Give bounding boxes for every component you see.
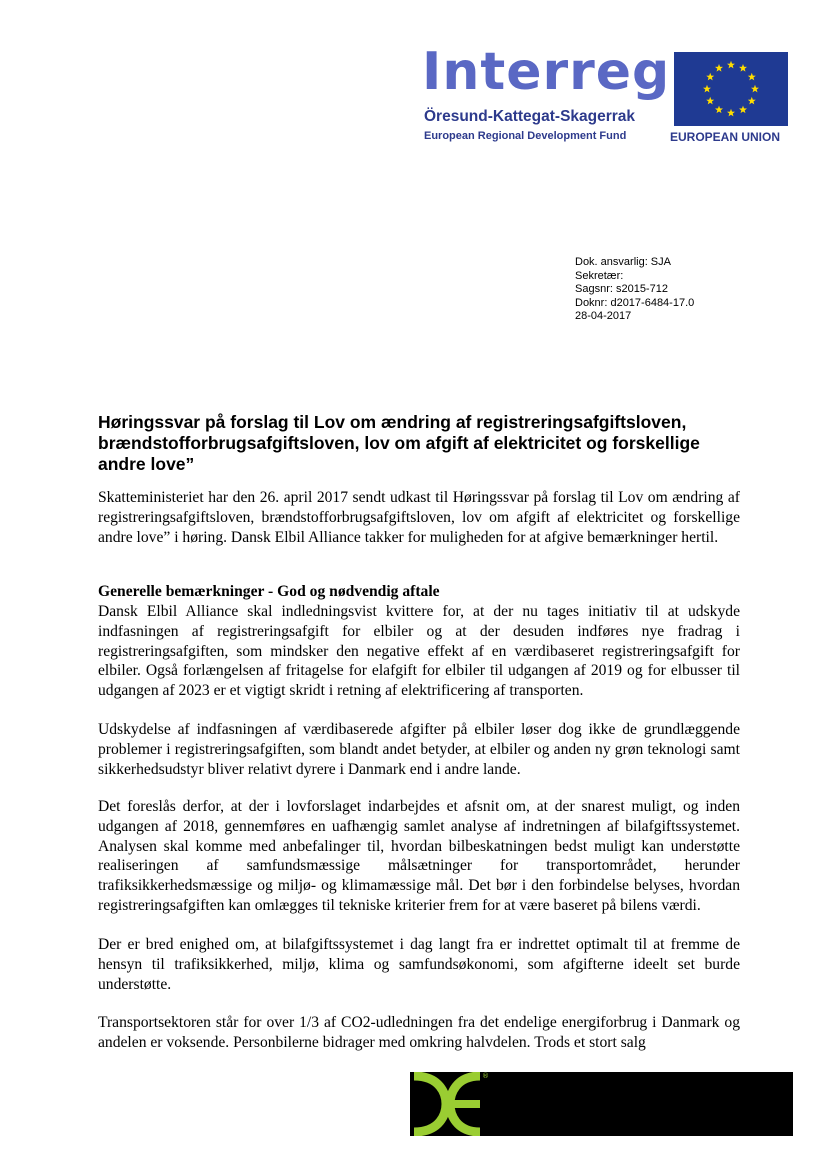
interreg-fund: European Regional Development Fund <box>424 130 627 142</box>
eu-star-icon <box>706 97 714 105</box>
paragraph-5: Transportsektoren står for over 1/3 af CO2-udledningen fra det endelige energiforbrug i Danmark og andelen er voksende. Personbilerne bidrager med omkring halvdelen. Trods et stort salg <box>98 1014 740 1051</box>
eu-star-icon <box>751 85 759 93</box>
meta-date: 28-04-2017 <box>575 310 632 322</box>
footer-logo <box>410 1072 793 1136</box>
eu-star-icon <box>727 109 735 117</box>
eu-star-icon <box>739 106 747 114</box>
dansk-elbil-alliance-logo-icon <box>410 1072 490 1136</box>
meta-responsible: Dok. ansvarlig: SJA <box>575 256 671 268</box>
meta-document-number: Doknr: d2017-6484-17.0 <box>575 296 695 309</box>
document-title: Høringssvar på forslag til Lov om ændring af registreringsafgiftsloven, brændstofforbrugsafgiftsloven, lov om afgift af elektricitet og forskellige andre love” <box>98 412 700 474</box>
paragraph-1: Dansk Elbil Alliance skal indledningsvist kvittere for, at der nu tages initiativ til at udskyde indfasningen af registreringsafgift for elbiler og at der desuden indføres nye fradrag i registreringsafgiften, som mindsker den negative effekt af en værdibaseret registreringsafgift for elbiler. Også forlængelsen af fritagelse for elafgift for elbiler til udgangen af 2019 og for elbusser til udgangen af 2023 er et vigtigt skridt i retning af elektrificering af transporten. <box>98 603 740 700</box>
registered-mark: ® <box>482 1072 489 1080</box>
interreg-logo <box>422 42 671 145</box>
eu-flag-icon <box>674 52 788 126</box>
eu-star-icon <box>706 73 714 81</box>
eu-star-icon <box>727 61 735 69</box>
intro-paragraph: Skatteministeriet har den 26. april 2017 sendt udkast til Høringssvar på forslag til Lov om ændring af registreringsafgiftsloven, brændstofforbrugsafgiftsloven, lov om afgift af elektricitet og forskellige andre love” i høring. Dansk Elbil Alliance takker for muligheden for at afgive bemærkninger hertil. <box>98 489 740 546</box>
meta-secretary: Sekretær: <box>575 269 624 282</box>
eu-star-icon <box>748 97 756 105</box>
paragraph-2: Udskydelse af indfasningen af værdibaserede afgifter på elbiler løser dog ikke de grundlæggende problemer i registreringsafgiften, som blandt andet betyder, at elbiler og anden ny grøn teknologi samt sikkerhedsudstyr bliver relativt dyrere i Danmark end i andre lande. <box>98 721 740 778</box>
section-heading: Generelle bemærkninger - God og nødvendig aftale <box>98 583 440 600</box>
eu-label: EUROPEAN UNION <box>670 130 781 144</box>
document-meta <box>575 256 694 324</box>
eu-star-icon <box>715 106 723 114</box>
interreg-wordmark: Interreg <box>422 42 671 102</box>
eu-star-icon <box>715 64 723 72</box>
paragraph-3: Det foreslås derfor, at der i lovforslaget indarbejdes et afsnit om, at der snarest muligt, og inden udgangen af 2018, gennemføres en uafhængig samlet analyse af indretningen af bilafgiftssystemet. Analysen skal komme med anbefalinger til, hvordan bilbeskatningen bedst muligt kan understøtte realiseringen af samfundsmæssige målsætninger for transportområdet, herunder trafiksikkerhedsmæssige og miljø- og klimamæssige mål. Det bør i den forbindelse belyses, hvordan registreringsafgiften kan omlægges til tekniske kriterier frem for at være baseret på bilens værdi. <box>98 798 740 914</box>
eu-star-icon <box>703 85 711 93</box>
interreg-region: Öresund-Kattegat-Skagerrak <box>424 108 636 125</box>
eu-star-icon <box>748 73 756 81</box>
paragraph-4: Der er bred enighed om, at bilafgiftssystemet i dag langt fra er indrettet optimalt til at fremme de hensyn til trafiksikkerhed, miljø, klima og samfundsøkonomi, som afgifterne ideelt set burde understøtte. <box>98 936 740 993</box>
meta-case-number: Sagsnr: s2015-712 <box>575 283 668 295</box>
eu-star-icon <box>739 64 747 72</box>
